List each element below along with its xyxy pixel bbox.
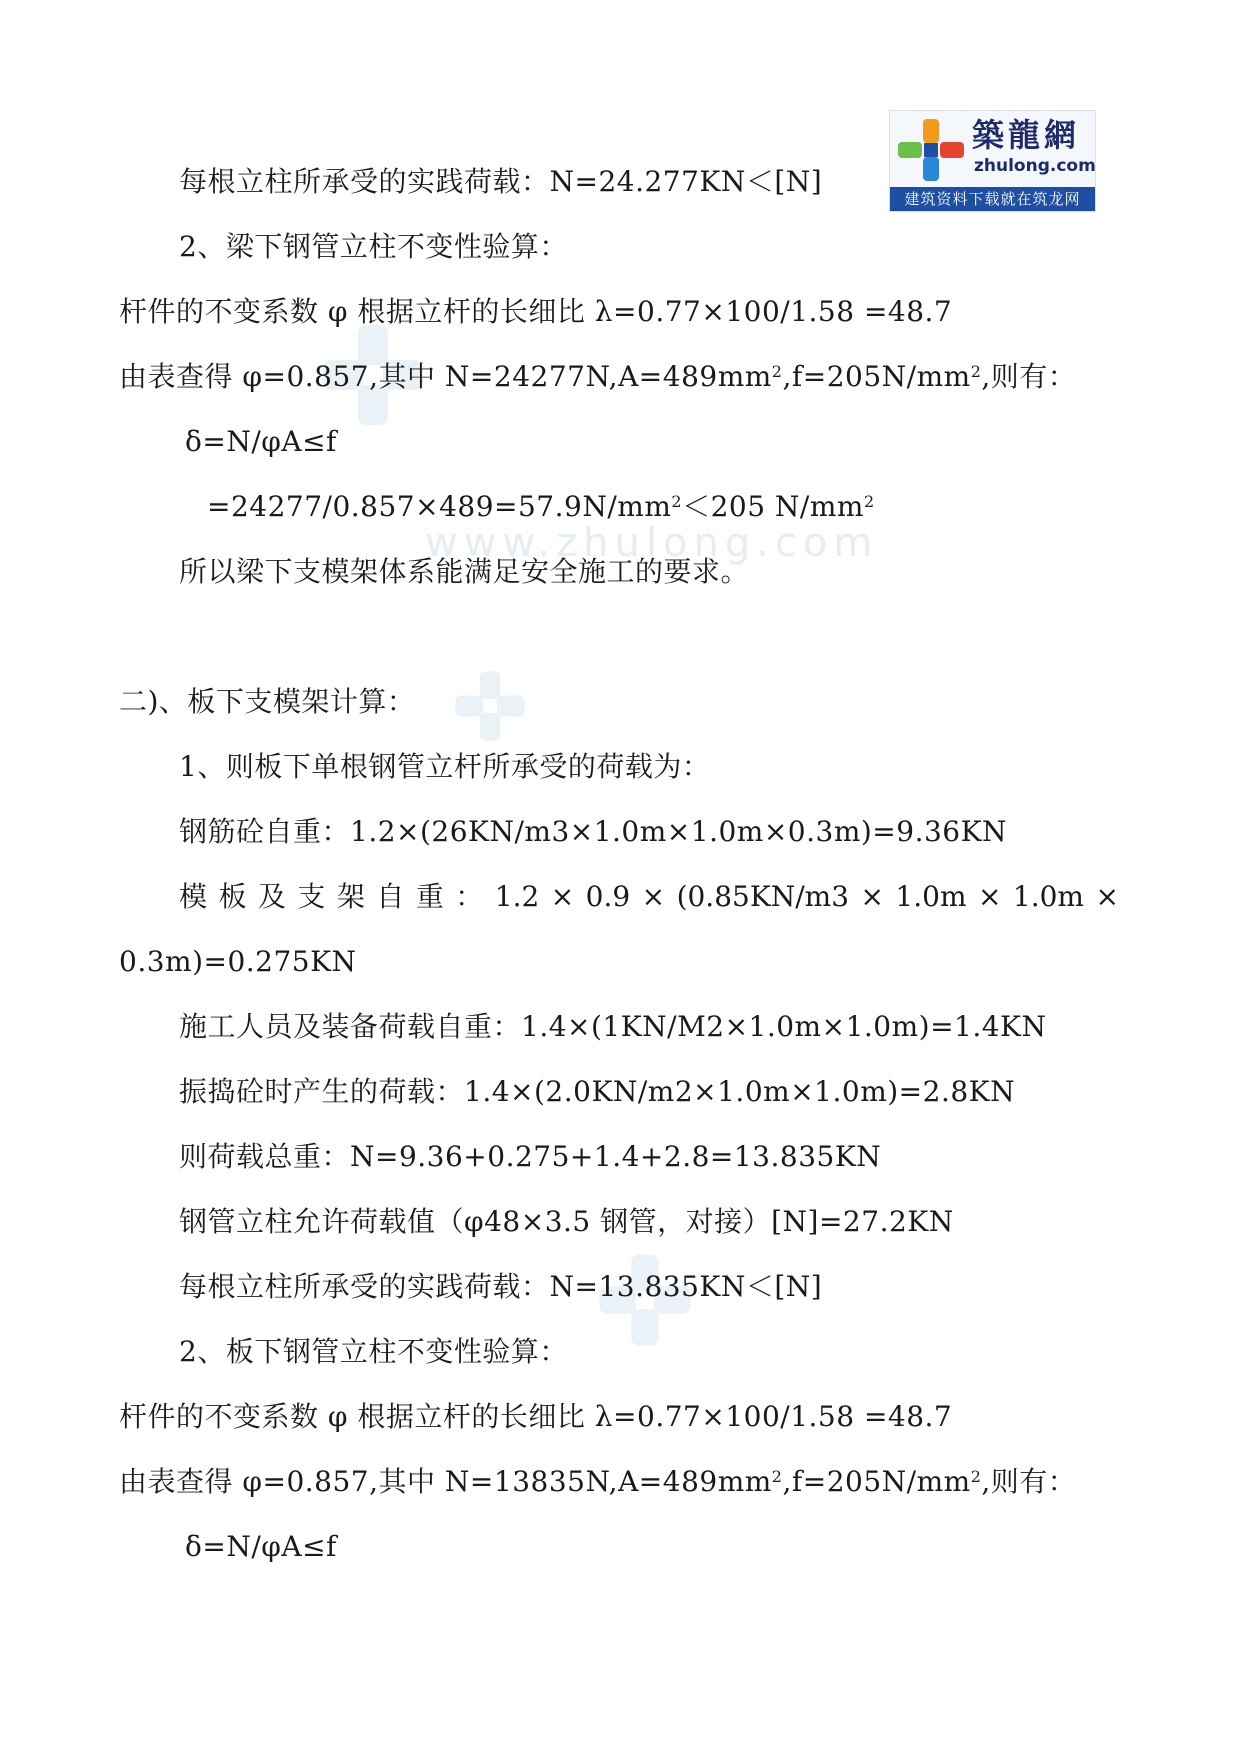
text-segment: 支 [297,880,326,913]
watermark-text: www.zhulong.com [425,520,879,566]
text-line: 每根立柱所承受的实践荷载：N=24.277KN＜[N] [179,165,823,198]
text-segment: 及 [257,880,286,913]
text-segment: 架 [336,880,365,913]
superscript: 2 [671,492,683,511]
text-line [119,359,1076,395]
text-segment: ,f=205N/mm [782,360,971,393]
text-line: 每根立柱所承受的实践荷载：N=13.835KN＜[N] [179,1270,823,1303]
text-segment: 模 [179,880,208,913]
text-segment: 自 [376,880,405,913]
text-line: 杆件的不变系数 φ 根据立杆的长细比 λ=0.77×100/1.58 =48.7 [119,1400,953,1433]
text-line: 1、则板下单根钢管立杆所承受的荷载为： [179,750,711,783]
logo-flower-icon [896,117,966,183]
text-segment: 重 [415,880,444,913]
text-segment: 1.2 [494,880,540,913]
section-heading: 2、板下钢管立柱不变性验算： [179,1335,568,1368]
text-line: 所以梁下支模架体系能满足安全施工的要求。 [179,555,750,588]
superscript: 2 [771,362,783,381]
text-segment: (0.85KN/m3 [676,880,850,913]
text-segment: ,f=205N/mm [782,1465,971,1498]
text-segment: 由表查得 φ=0.857,其中 N=13835N,A=489mm [119,1465,772,1498]
text-segment: ,则有： [981,360,1077,393]
text-segment: ＜205 N/mm [682,490,864,523]
section-heading: 2、梁下钢管立柱不变性验算： [179,230,568,263]
text-segment: 1.0m [1012,880,1084,913]
superscript: 2 [771,1467,783,1486]
text-segment: × [860,880,884,913]
text-segment: × [1095,880,1119,913]
text-segment: 由表查得 φ=0.857,其中 N=24277N,A=489mm [119,360,772,393]
logo-slogan: 建筑资料下载就在筑龙网 [890,187,1095,211]
section-heading: 二)、板下支模架计算： [119,685,416,718]
text-segment: 0.9 [585,880,631,913]
text-line: 施工人员及装备荷载自重：1.4×(1KN/M2×1.0m×1.0m)=1.4KN [179,1010,1047,1043]
logo-title: 築龍網 [972,116,1081,154]
logo-domain: zhulong.com [974,156,1096,176]
watermark-flower-icon [452,668,528,744]
superscript: 2 [970,362,982,381]
superscript: 2 [863,492,875,511]
justified-text-line [179,879,1119,915]
text-line: 钢筋砼自重：1.2×(26KN/m3×1.0m×1.0m×0.3m)=9.36KN [179,815,1008,848]
text-segment: × [641,880,666,913]
zhulong-logo [889,110,1096,212]
text-line: 振捣砼时产生的荷载：1.4×(2.0KN/m2×1.0m×1.0m)=2.8KN [179,1075,1016,1108]
text-segment: ： [455,880,484,913]
text-line: 杆件的不变系数 φ 根据立杆的长细比 λ=0.77×100/1.58 =48.7 [119,295,953,328]
text-segment: 1.0m [895,880,967,913]
formula-line: δ=N/φA≤f [185,1530,337,1563]
text-segment: =24277/0.857×489=57.9N/mm [207,490,672,523]
text-line: 钢管立柱允许荷载值（φ48×3.5 钢管，对接）[N]=27.2KN [179,1205,954,1238]
text-segment: × [977,880,1002,913]
formula-line: δ=N/φA≤f [185,425,337,458]
formula-line [207,489,875,525]
text-segment: × [550,880,575,913]
text-line [119,1464,1076,1500]
superscript: 2 [970,1467,982,1486]
text-segment: 板 [218,880,247,913]
text-line: 则荷载总重：N=9.36+0.275+1.4+2.8=13.835KN [179,1140,882,1173]
text-line: 0.3m)=0.275KN [119,945,357,978]
text-segment: ,则有： [981,1465,1077,1498]
